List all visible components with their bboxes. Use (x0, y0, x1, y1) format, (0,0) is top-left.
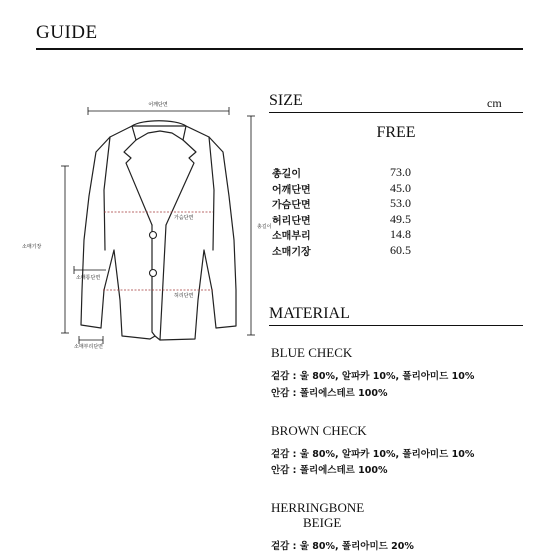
total-length-measure (247, 116, 255, 335)
size-heading: SIZE (269, 92, 303, 109)
size-row-value: 73.0 (390, 165, 411, 179)
front-edge (160, 225, 166, 340)
sleeve-length-measure (61, 166, 69, 333)
material-name: BROWN CHECK (271, 423, 367, 438)
size-row-value: 45.0 (390, 180, 411, 195)
shoulder-label: 어깨단면 (148, 102, 168, 108)
material-heading: MATERIAL (269, 305, 350, 322)
material-inner: 안감 : 폴리에스테르 100% (271, 465, 388, 476)
jacket-buttons (150, 232, 157, 277)
left-sleeve-seam (104, 137, 110, 250)
size-row-value: 49.5 (390, 211, 411, 226)
size-row (272, 181, 452, 197)
material-name: HERRINGBONE (271, 500, 365, 515)
material-divider (269, 325, 523, 326)
sleeve-cuff-label: 소매부리단면 (74, 344, 103, 350)
size-row-label: 허리단면 (272, 215, 311, 227)
material-inner: 안감 : 폴리에스테르 100% (271, 388, 388, 399)
size-option: FREE (376, 124, 416, 141)
size-row (272, 227, 452, 243)
page-title: GUIDE (36, 22, 98, 43)
right-sleeve-seam (209, 137, 214, 250)
armhole-label: 소매통단면 (76, 275, 101, 281)
material-outer: 겉감 : 울 80%, 알파카 10%, 폴리아미드 10% (271, 371, 475, 382)
material-outer: 겉감 : 울 80%, 알파카 10%, 폴리아미드 10% (271, 449, 475, 460)
material-name: BLUE CHECK (271, 345, 353, 360)
size-row (272, 165, 452, 181)
size-row-value: 14.8 (390, 227, 411, 242)
shoulder-measure (88, 107, 229, 115)
size-row-label: 가슴단면 (272, 200, 311, 212)
size-row (272, 243, 452, 259)
title-divider (36, 48, 523, 50)
size-divider (269, 112, 523, 113)
waist-label: 허리단면 (174, 293, 194, 299)
size-row-value: 53.0 (390, 196, 411, 211)
sleeve-cuff-measure (79, 336, 103, 344)
material-name-line2: BEIGE (303, 515, 342, 530)
size-row-label: 어깨단면 (272, 184, 311, 196)
front-opening (152, 225, 155, 336)
size-row-label: 총길이 (272, 169, 301, 180)
size-row-label: 소매기장 (272, 246, 311, 258)
size-row (272, 196, 452, 212)
size-row-value: 60.5 (390, 242, 411, 257)
armhole-measure (74, 266, 106, 274)
size-row-label: 소매부리 (272, 231, 311, 243)
jacket-measurement-diagram (0, 96, 272, 356)
size-table (272, 165, 452, 259)
material-outer: 겉감 : 울 80%, 폴리아미드 20% (271, 541, 414, 552)
total-length-label: 총길이 (257, 224, 272, 230)
sleeve-length-label: 소매기장 (22, 244, 42, 250)
chest-label: 가슴단면 (174, 215, 194, 221)
size-row (272, 212, 452, 228)
collar (132, 121, 186, 140)
size-unit: cm (487, 96, 502, 110)
